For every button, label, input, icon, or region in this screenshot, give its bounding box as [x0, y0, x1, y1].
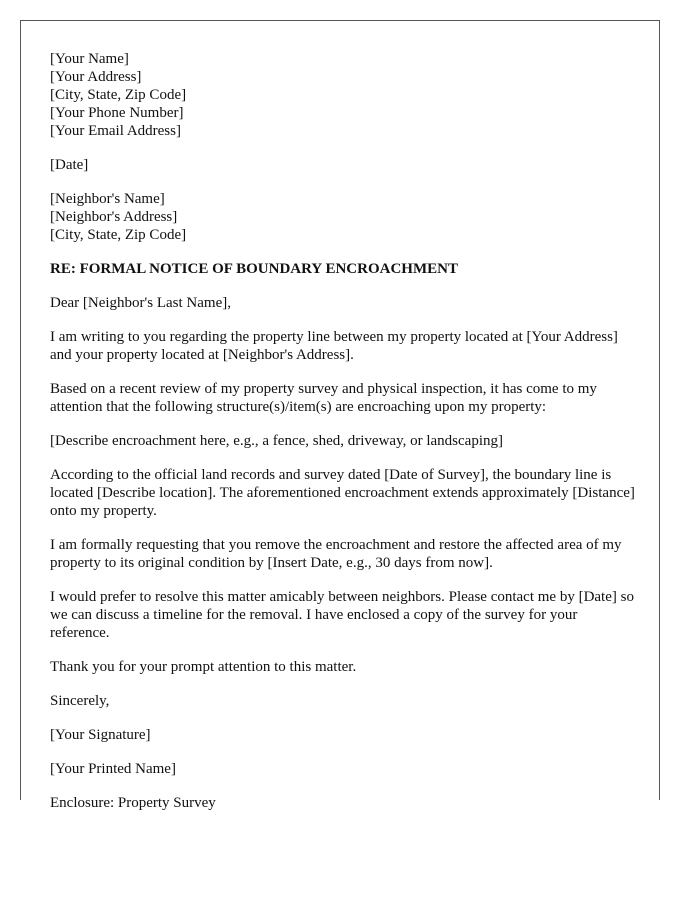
recipient-block [50, 190, 640, 244]
salutation: Dear [Neighbor's Last Name], [50, 295, 231, 311]
body-paragraph: I am formally requesting that you remove the encroachment and restore the affected area of my property to its original condition by [Insert Date, e.g., 30 days from now]. [50, 537, 622, 571]
body-paragraph: Thank you for your prompt attention to this matter. [50, 659, 357, 675]
letter-content [50, 50, 640, 828]
body-paragraph: I am writing to you regarding the property line between my property located at [Your Address] and your property located at [Neighbor's Address]. [50, 329, 618, 363]
body-paragraph: According to the official land records and survey dated [Date of Survey], the boundary line is located [Describe location]. The aforementioned encroachment extends approximately [Distance] onto my property. [50, 467, 635, 519]
body-paragraph: I would prefer to resolve this matter amicably between neighbors. Please contact me by [Date] so we can discuss a timeline for the removal. I have enclosed a copy of the survey for your reference. [50, 589, 634, 641]
subject-line: RE: FORMAL NOTICE OF BOUNDARY ENCROACHMENT [50, 261, 458, 277]
sender-name: [Your Name] [50, 51, 129, 67]
sender-phone: [Your Phone Number] [50, 105, 184, 121]
sender-block [50, 50, 640, 140]
sender-address: [Your Address] [50, 69, 142, 85]
signature: [Your Signature] [50, 727, 151, 743]
recipient-city-state-zip: [City, State, Zip Code] [50, 227, 187, 243]
recipient-name: [Neighbor's Name] [50, 191, 165, 207]
printed-name: [Your Printed Name] [50, 761, 176, 777]
date-line: [Date] [50, 157, 89, 173]
sender-city-state-zip: [City, State, Zip Code] [50, 87, 187, 103]
sender-email: [Your Email Address] [50, 123, 181, 139]
body-paragraph: [Describe encroachment here, e.g., a fence, shed, driveway, or landscaping] [50, 433, 503, 449]
body-paragraph: Based on a recent review of my property survey and physical inspection, it has come to my attention that the following structure(s)/item(s) are encroaching upon my property: [50, 381, 597, 415]
enclosure-line: Enclosure: Property Survey [50, 795, 216, 811]
closing: Sincerely, [50, 693, 110, 709]
letter-page [20, 20, 660, 811]
recipient-address: [Neighbor's Address] [50, 209, 178, 225]
